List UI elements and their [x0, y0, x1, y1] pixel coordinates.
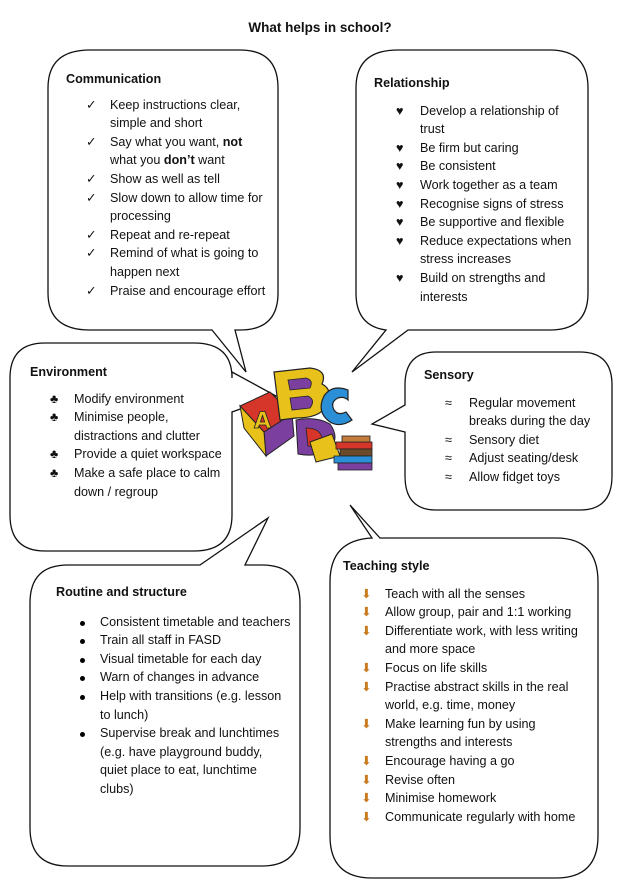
list-item: ✓ Say what you want, not what you don’t want	[86, 134, 243, 168]
abc-blocks-clipart	[236, 362, 376, 474]
relationship-section	[374, 74, 584, 306]
club-icon: ♣	[50, 465, 59, 480]
club-icon: ♣	[50, 391, 59, 406]
communication-heading: Communication	[66, 72, 162, 86]
sensory-list	[445, 394, 600, 487]
approx-icon: ≈	[445, 395, 452, 410]
list-item: Warn of changes in advance	[76, 668, 291, 687]
checkmark-icon: ✓	[86, 246, 97, 261]
down-arrow-icon: ⬇	[361, 716, 372, 731]
approx-icon: ≈	[445, 469, 452, 484]
list-item: ♥ Reduce expectations when stress increases	[396, 233, 572, 267]
list-item: ⬇ Practise abstract skills in the real world, e.g. time, money	[361, 679, 569, 713]
approx-icon: ≈	[445, 451, 452, 466]
list-item: ♥ Be firm but caring	[396, 139, 584, 158]
heart-icon: ♥	[396, 196, 404, 211]
bullet-dot-icon	[76, 613, 94, 632]
environment-heading: Environment	[30, 365, 107, 379]
club-icon: ♣	[50, 410, 59, 425]
list-item: Supervise break and lunchtimes (e.g. have playground buddy, quiet place to eat, lunchtime clubs)	[76, 724, 291, 798]
list-item: Help with transitions (e.g. lesson to lunch)	[76, 687, 291, 724]
list-item: ✓ Praise and encourage effort	[86, 282, 266, 301]
bullet-dot-icon	[76, 724, 94, 743]
bullet-dot-icon	[76, 687, 94, 706]
list-item: ⬇ Encourage having a go	[361, 752, 588, 771]
list-item: ⬇ Differentiate work, with less writing and more space	[361, 623, 578, 657]
list-item: ♥ Be supportive and flexible	[396, 213, 584, 232]
checkmark-icon: ✓	[86, 171, 97, 186]
bullet-dot-icon	[76, 631, 94, 650]
list-item: ♥ Develop a relationship of trust	[396, 103, 559, 137]
list-item: ⬇ Revise often	[361, 771, 588, 790]
list-item: ♣ Provide a quiet workspace	[50, 445, 225, 464]
list-item: ⬇ Teach with all the senses	[361, 585, 588, 604]
down-arrow-icon: ⬇	[361, 753, 372, 768]
heart-icon: ♥	[396, 140, 404, 155]
environment-section	[30, 363, 225, 501]
list-item: ✓ Remind of what is going to happen next	[86, 246, 259, 279]
routine-list	[76, 613, 291, 799]
list-item: Visual timetable for each day	[76, 650, 291, 669]
teaching-heading: Teaching style	[343, 559, 430, 573]
checkmark-icon: ✓	[86, 283, 97, 298]
down-arrow-icon: ⬇	[361, 660, 372, 675]
checkmark-icon: ✓	[86, 190, 97, 205]
heart-icon: ♥	[396, 270, 404, 285]
list-item: ≈ Allow fidget toys	[445, 468, 600, 487]
list-item: ♥ Build on strengths and interests	[396, 270, 546, 304]
checkmark-icon: ✓	[86, 97, 97, 112]
list-item: ⬇ Minimise homework	[361, 789, 588, 808]
list-item: ✓ Keep instructions clear, simple and short	[86, 97, 241, 131]
list-item: ⬇ Make learning fun by using strengths and interests	[361, 716, 536, 750]
list-item: ⬇ Communicate regularly with home	[361, 808, 588, 827]
environment-list	[50, 390, 225, 502]
list-item: ♥ Work together as a team	[396, 176, 584, 195]
heart-icon: ♥	[396, 177, 404, 192]
relationship-heading: Relationship	[374, 76, 450, 90]
bullet-dot-icon	[76, 650, 94, 669]
approx-icon: ≈	[445, 432, 452, 447]
list-item: Train all staff in FASD	[76, 631, 291, 650]
sensory-heading: Sensory	[424, 368, 474, 382]
list-item: ✓ Show as well as tell	[86, 170, 266, 189]
list-item: Consistent timetable and teachers	[76, 613, 291, 632]
bullet-dot-icon	[76, 668, 94, 687]
list-item: ♣ Minimise people, distractions and clutter	[50, 410, 200, 443]
list-item: ≈ Sensory diet	[445, 431, 600, 450]
list-item: ♣ Modify environment	[50, 390, 225, 409]
down-arrow-icon: ⬇	[361, 791, 372, 806]
list-item: ✓ Slow down to allow time for processing	[86, 190, 263, 224]
list-item: ≈ Regular movement breaks during the day	[445, 395, 591, 429]
list-item: ≈ Adjust seating/desk	[445, 449, 600, 468]
down-arrow-icon: ⬇	[361, 623, 372, 638]
list-item: ✓ Repeat and re-repeat	[86, 226, 266, 245]
heart-icon: ♥	[396, 215, 404, 230]
club-icon: ♣	[50, 447, 59, 462]
list-item: ♣ Make a safe place to calm down / regroup	[50, 465, 221, 499]
communication-list	[86, 96, 266, 301]
down-arrow-icon: ⬇	[361, 605, 372, 620]
svg-text:A: A	[254, 409, 272, 434]
sensory-section	[424, 366, 600, 487]
relationship-list	[396, 102, 584, 307]
routine-heading: Routine and structure	[56, 585, 187, 599]
teaching-list	[361, 585, 588, 827]
list-item: ♥ Be consistent	[396, 157, 584, 176]
down-arrow-icon: ⬇	[361, 586, 372, 601]
checkmark-icon: ✓	[86, 134, 97, 149]
communication-section	[66, 70, 266, 300]
list-item: ⬇ Allow group, pair and 1:1 working	[361, 603, 588, 622]
routine-section	[56, 583, 291, 799]
list-item: ♥ Recognise signs of stress	[396, 195, 584, 214]
down-arrow-icon: ⬇	[361, 809, 372, 824]
heart-icon: ♥	[396, 233, 404, 248]
checkmark-icon: ✓	[86, 227, 97, 242]
page-title: What helps in school?	[248, 20, 392, 35]
teaching-section	[343, 557, 588, 826]
down-arrow-icon: ⬇	[361, 679, 372, 694]
heart-icon: ♥	[396, 103, 404, 118]
list-item: ⬇ Focus on life skills	[361, 659, 588, 678]
down-arrow-icon: ⬇	[361, 772, 372, 787]
heart-icon: ♥	[396, 159, 404, 174]
